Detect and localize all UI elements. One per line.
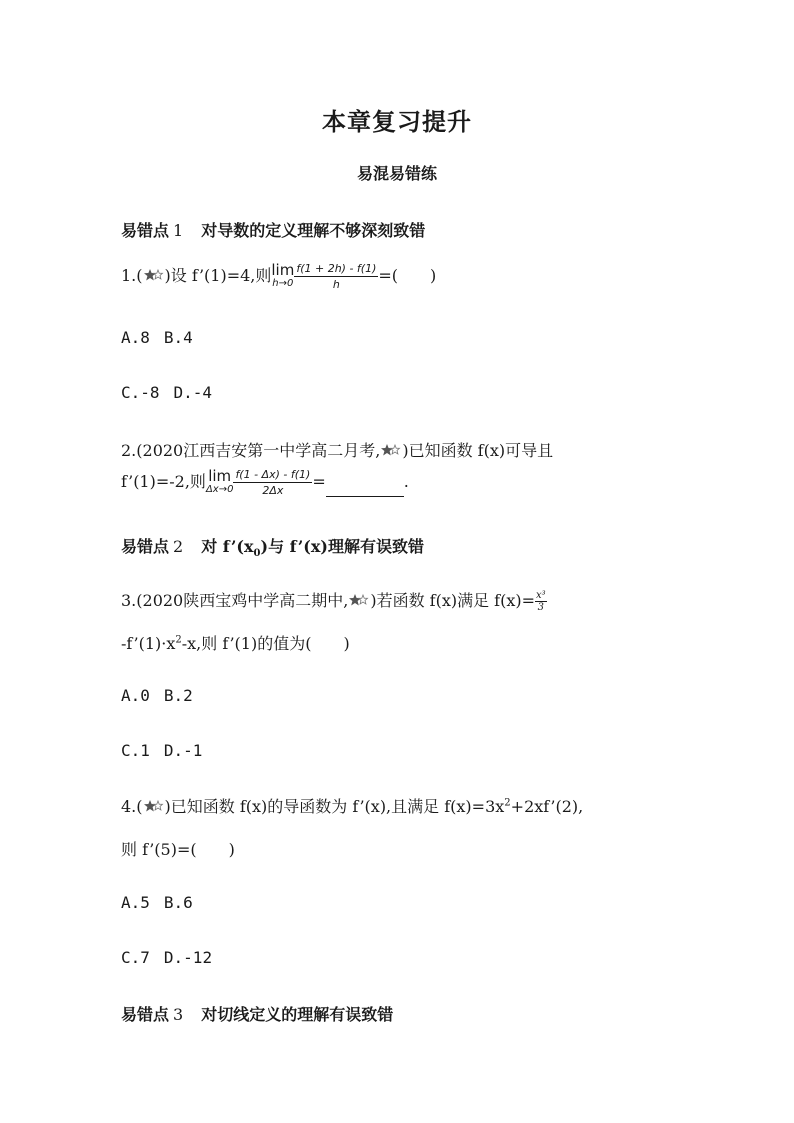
question-1-text: )设 f’(1)=4,则 <box>164 266 272 285</box>
question-2-line2-text: f’(1)=-2,则 <box>121 472 206 491</box>
section-number: 1 <box>173 221 184 240</box>
page-subtitle: 易混易错练 <box>356 164 437 183</box>
question-4-text-a: )已知函数 f(x)的导函数为 f’(x),且满足 f(x)=3x <box>164 797 505 816</box>
fraction-denominator: 3 <box>537 602 545 613</box>
question-1-suffix: =( ) <box>378 266 437 285</box>
question-1-prefix: 1.( <box>121 266 143 285</box>
question-2-line2 <box>121 468 409 497</box>
options-row <box>121 893 193 912</box>
section-heading-1 <box>121 218 425 241</box>
question-3-prefix: 3.(2020陕西宝鸡中学高二期中, <box>121 591 349 610</box>
page-title: 本章复习提升 <box>322 107 472 136</box>
section-label: 易错点 <box>121 1005 170 1024</box>
fraction-numerator: x³ <box>536 590 546 601</box>
option-d: D.-4 <box>173 383 213 402</box>
star-difficulty-icon <box>348 593 370 607</box>
fraction-denominator: 2Δx <box>262 484 284 497</box>
question-3 <box>121 588 547 613</box>
options-row <box>121 741 202 760</box>
section-text-b: )与 f’(x)理解有误致错 <box>260 537 424 556</box>
question-4-line2 <box>121 837 235 860</box>
question-3-text: )若函数 f(x)满足 f(x)= <box>370 591 536 610</box>
section-heading-3 <box>121 1002 393 1025</box>
option-b: B.4 <box>163 328 193 347</box>
exponent: 2 <box>175 634 182 646</box>
period: . <box>403 472 409 491</box>
section-label: 易错点 <box>121 537 170 556</box>
section-subscript: 0 <box>253 548 261 560</box>
equals-sign: = <box>312 472 326 491</box>
fraction <box>294 262 378 291</box>
options-row <box>121 948 212 967</box>
question-3-line2-a: -f’(1)·x <box>121 634 176 653</box>
exponent: 2 <box>504 797 511 809</box>
options-row <box>121 328 193 347</box>
fraction-denominator: h <box>332 278 340 291</box>
star-difficulty-icon <box>380 443 402 457</box>
fraction <box>535 590 547 613</box>
question-2 <box>121 438 553 461</box>
section-text: 对切线定义的理解有误致错 <box>201 1005 394 1024</box>
fraction <box>233 468 312 497</box>
section-heading-2 <box>121 534 424 559</box>
section-number: 2 <box>173 537 184 556</box>
question-4-text-b: +2xf’(2), <box>510 797 584 816</box>
star-difficulty-icon <box>143 268 165 282</box>
option-c: C.7 <box>121 948 150 967</box>
section-label: 易错点 <box>121 221 170 240</box>
question-2-text: )已知函数 f(x)可导且 <box>402 441 554 460</box>
question-4-prefix: 4.( <box>121 797 143 816</box>
option-d: D.-12 <box>163 948 213 967</box>
question-4-line2-text: 则 f’(5)=( ) <box>121 840 235 859</box>
limit-word: lim <box>271 260 295 279</box>
section-text-a: 对 f’(x <box>201 537 254 556</box>
limit-subscript: h→0 <box>272 277 294 289</box>
option-a: A.8 <box>121 328 150 347</box>
section-text: 对导数的定义理解不够深刻致错 <box>201 221 426 240</box>
star-difficulty-icon <box>143 799 165 813</box>
question-1 <box>121 262 436 291</box>
question-3-line2 <box>121 631 350 654</box>
fraction-numerator: f(1 - Δx) - f(1) <box>235 468 311 481</box>
options-row <box>121 686 193 705</box>
question-2-prefix: 2.(2020江西吉安第一中学高二月考, <box>121 441 381 460</box>
option-a: A.5 <box>121 893 150 912</box>
options-row <box>121 383 212 402</box>
limit-subscript: Δx→0 <box>205 483 234 495</box>
option-b: B.6 <box>163 893 193 912</box>
option-a: A.0 <box>121 686 150 705</box>
limit-expression <box>271 260 295 291</box>
option-d: D.-1 <box>163 741 203 760</box>
option-c: C.-8 <box>121 383 160 402</box>
section-number: 3 <box>173 1005 184 1024</box>
option-c: C.1 <box>121 741 150 760</box>
fraction-numerator: f(1 + 2h) - f(1) <box>296 262 377 275</box>
question-3-line2-b: -x,则 f’(1)的值为( ) <box>181 634 350 653</box>
answer-blank[interactable] <box>326 482 404 497</box>
limit-word: lim <box>208 466 232 485</box>
limit-expression <box>205 466 234 497</box>
option-b: B.2 <box>163 686 193 705</box>
question-4 <box>121 794 583 817</box>
